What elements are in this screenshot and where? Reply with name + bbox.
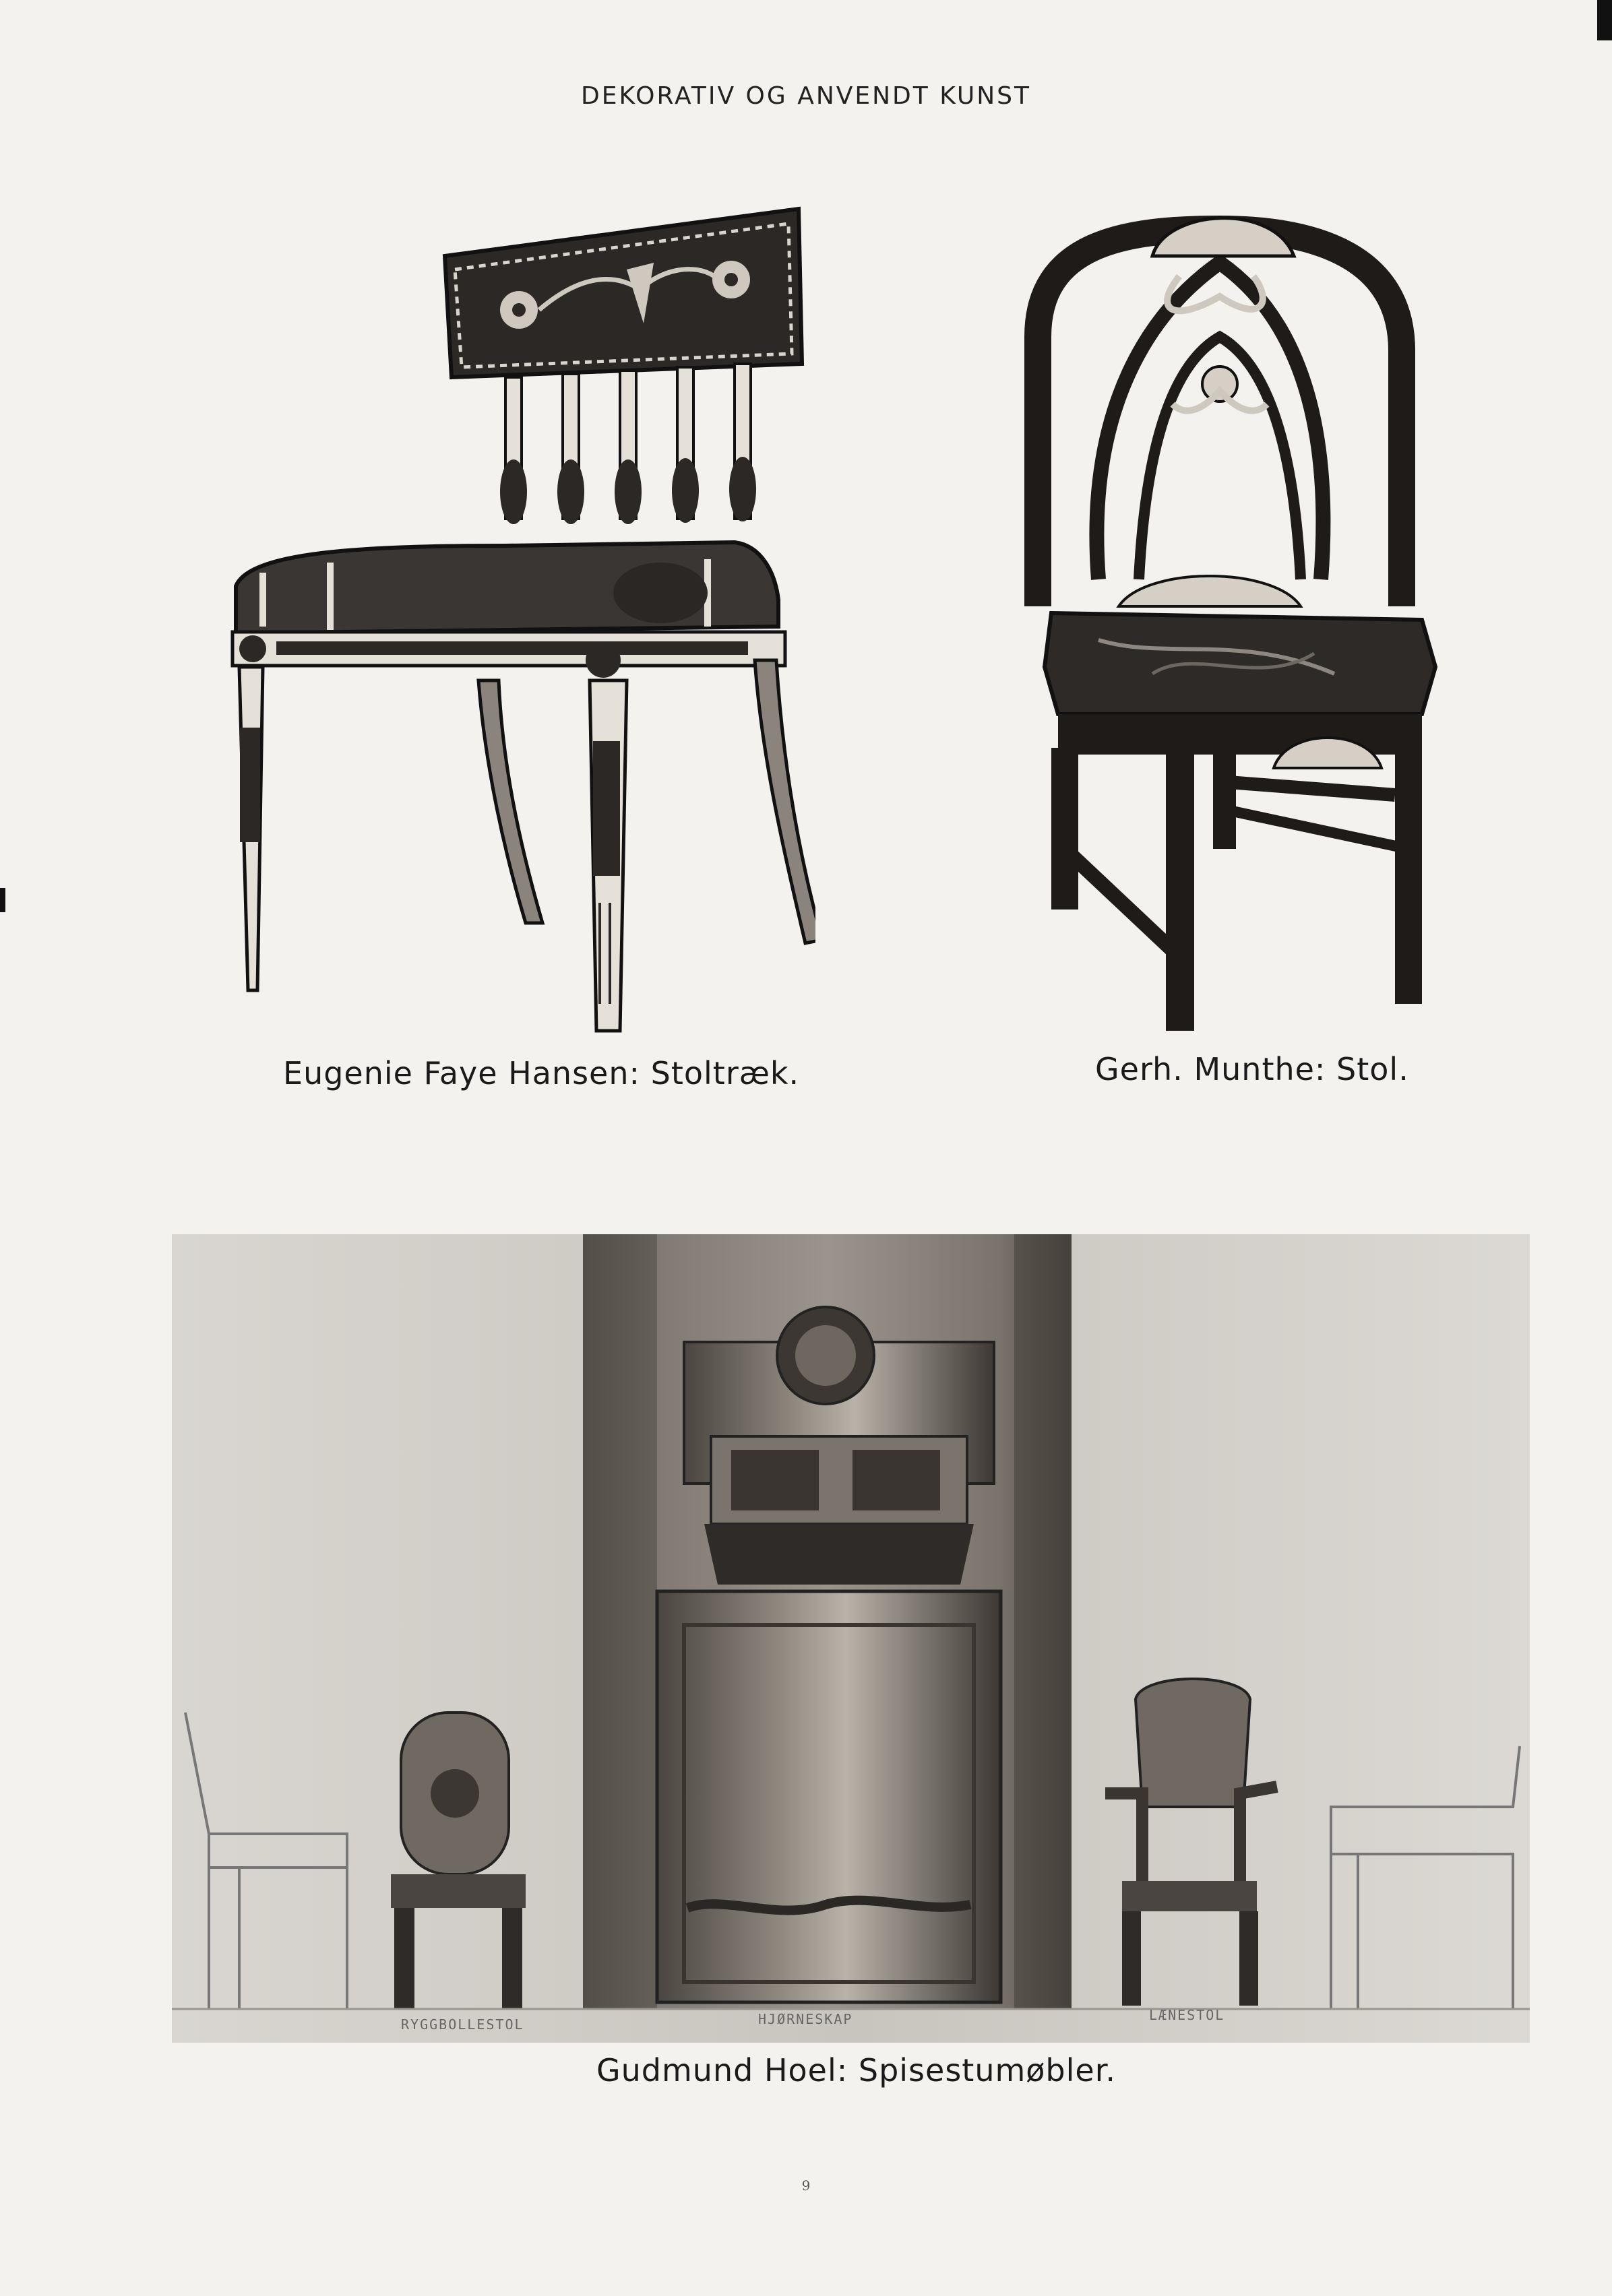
scan-edge-mark-top xyxy=(1597,0,1612,40)
chair-illustration-munthe xyxy=(1018,202,1449,1038)
drawing-label-center: HJØRNESKAP xyxy=(758,2011,853,2027)
page-number: 9 xyxy=(801,2177,811,2194)
scan-edge-mark-mid xyxy=(0,888,5,912)
caption-hansen: Eugenie Faye Hansen: Stoltræk. xyxy=(283,1055,800,1091)
dining-room-furniture-plate xyxy=(172,1234,1530,2043)
chair-illustration-hansen xyxy=(222,195,815,1044)
drawing-label-left: RYGGBOLLESTOL xyxy=(401,2016,524,2033)
running-head: DEKORATIV OG ANVENDT KUNST xyxy=(581,82,1031,110)
caption-hoel: Gudmund Hoel: Spisestumøbler. xyxy=(596,2052,1117,2088)
caption-munthe: Gerh. Munthe: Stol. xyxy=(1095,1051,1409,1087)
drawing-label-right: LÆNESTOL xyxy=(1149,2007,1225,2023)
